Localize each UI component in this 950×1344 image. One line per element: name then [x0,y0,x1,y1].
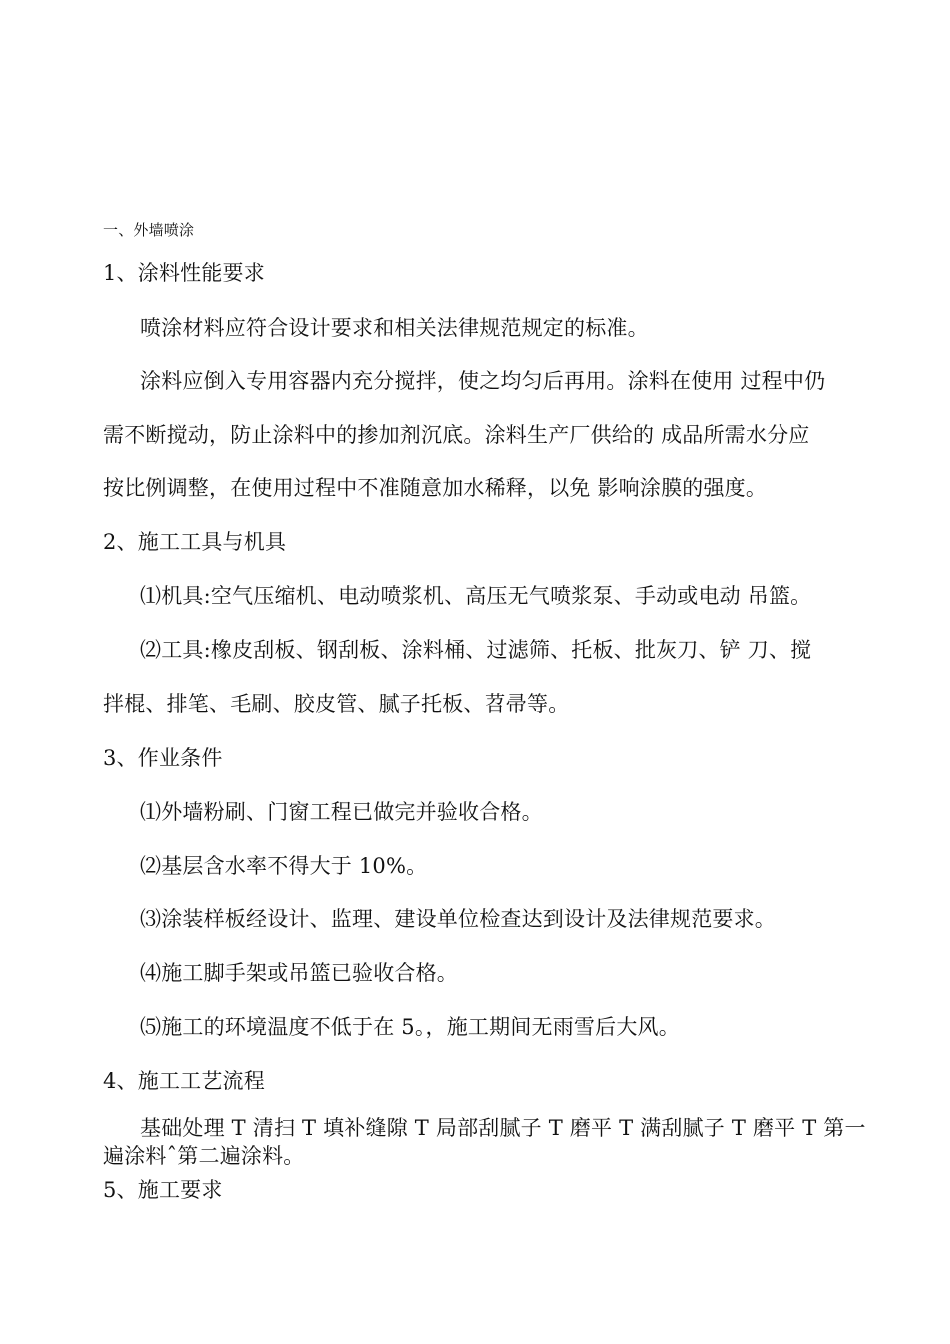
tools-item-2-line-2: 拌棍、排笔、毛刷、胶皮管、腻子托板、苕帚等。 [103,692,570,716]
paragraph-1: 喷涂材料应符合设计要求和相关法律规范规定的标准。 [140,316,649,340]
paragraph-2-line-2: 需不断搅动，防止涂料中的掺加剂沉底。涂料生产厂供给的 成品所需水分应 [103,423,810,447]
paragraph-2-line-3: 按比例调整，在使用过程中不准随意加水稀释，以免 影响涂膜的强度。 [103,476,768,500]
heading-5: 5、施工要求 [103,1178,223,1202]
condition-5: ⑸施工的环境温度不低于在 5。，施工期间无雨雪后大风。 [140,1015,680,1039]
flow-line-1: 基础处理 T 清扫 T 填补缝隙 T 局部刮腻子 T 磨平 T 满刮腻子 T 磨平 T 第一 [140,1116,866,1140]
tools-item-2-line-1: ⑵工具:橡皮刮板、钢刮板、涂料桶、过滤筛、托板、批灰刀、铲 刀、搅 [140,638,812,662]
heading-1: 1、涂料性能要求 [103,261,265,285]
heading-4: 4、施工工艺流程 [103,1069,265,1093]
paragraph-2-line-1: 涂料应倒入专用容器内充分搅拌，使之均匀后再用。涂料在使用 过程中仍 [140,369,826,393]
tools-item-1: ⑴机具:空气压缩机、电动喷浆机、高压无气喷浆泵、手动或电动 吊篮。 [140,584,812,608]
condition-2: ⑵基层含水率不得大于 10%。 [140,854,428,878]
condition-4: ⑷施工脚手架或吊篮已验收合格。 [140,961,458,985]
condition-1: ⑴外墙粉刷、门窗工程已做完并验收合格。 [140,800,543,824]
heading-3: 3、作业条件 [103,746,223,770]
condition-3: ⑶涂装样板经设计、监理、建设单位检查达到设计及法律规范要求。 [140,907,776,931]
flow-line-2: 遍涂料ˆ第二遍涂料。 [103,1144,305,1168]
heading-2: 2、施工工具与机具 [103,530,287,554]
section-title: 一、外墙喷涂 [103,221,195,239]
